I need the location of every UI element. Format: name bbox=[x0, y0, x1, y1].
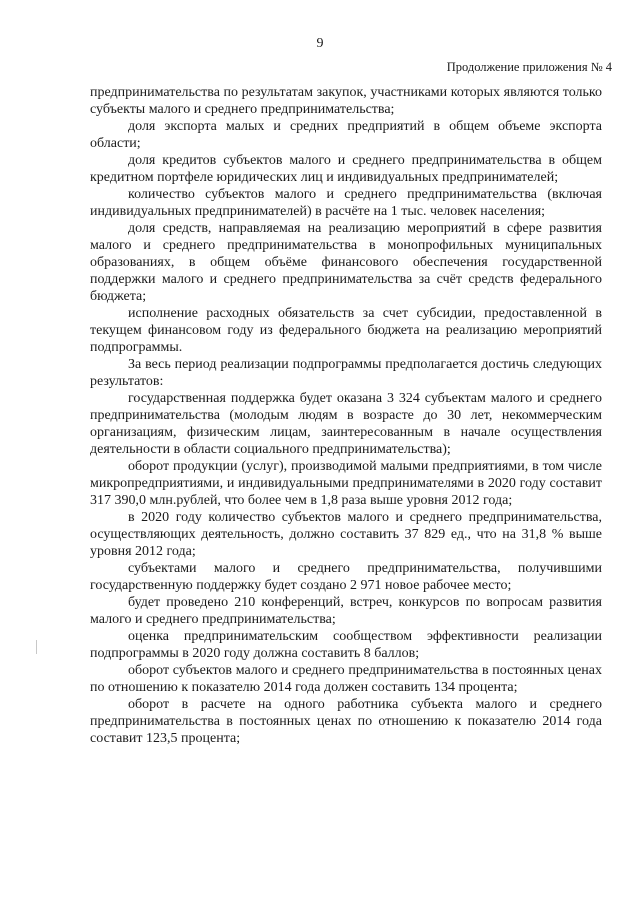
paragraph: количество субъектов малого и среднего предпринимательства (включая индивидуальных предпринимателей) в расчёте на 1 тыс. человек населения; bbox=[90, 187, 602, 219]
paragraph: оборот в расчете на одного работника субъекта малого и среднего предпринимательства в постоянных ценах по отношению к показателю 2014 года составит 123,5 процента; bbox=[90, 697, 602, 746]
paragraph: За весь период реализации подпрограммы предполагается достичь следующих результатов: bbox=[90, 357, 602, 389]
paragraph-continuation: предпринимательства по результатам закупок, участниками которых являются только субъекты малого и среднего предпринимательства; bbox=[90, 85, 602, 117]
page-number: 9 bbox=[316, 36, 324, 51]
paragraph: оборот субъектов малого и среднего предпринимательства в постоянных ценах по отношению к показателю 2014 года должен составить 134 процента; bbox=[90, 663, 602, 695]
paragraph: государственная поддержка будет оказана 3 324 субъектам малого и среднего предпринимательства (молодым людям в возрасте до 30 лет, некоммерческим организациям, физическим лицам, заинтересованным в начале осуществления деятельности в области социального предпринимательства); bbox=[90, 391, 602, 457]
paragraph: оборот продукции (услуг), производимой малыми предприятиями, в том числе микропредприятиями, и индивидуальными предпринимателями в 2020 году составит 317 390,0 млн.рублей, что более чем в 1,8 раза выше уровня 2012 года; bbox=[90, 459, 602, 508]
body-text bbox=[90, 84, 602, 747]
paragraph: исполнение расходных обязательств за счет субсидии, предоставленной в текущем финансовом году из федерального бюджета на реализацию мероприятий подпрограммы. bbox=[90, 306, 602, 355]
paragraph: в 2020 году количество субъектов малого и среднего предпринимательства, осуществляющих деятельность, должно составить 37 829 ед., что на 31,8 % выше уровня 2012 года; bbox=[90, 510, 602, 559]
paragraph: будет проведено 210 конференций, встреч, конкурсов по вопросам развития малого и среднего предпринимательства; bbox=[90, 595, 602, 627]
paragraph: доля экспорта малых и средних предприятий в общем объеме экспорта области; bbox=[90, 119, 602, 151]
paragraph: субъектами малого и среднего предпринимательства, получившими государственную поддержку будет создано 2 971 новое рабочее место; bbox=[90, 561, 602, 593]
scan-artifact-mark bbox=[36, 640, 37, 654]
appendix-continuation-note: Продолжение приложения № 4 bbox=[446, 60, 612, 74]
paragraph: доля средств, направляемая на реализацию мероприятий в сфере развития малого и среднего предпринимательства в монопрофильных муниципальных образованиях, в общем объёме финансового обеспечения государственной поддержки малого и среднего предпринимательства за счёт средств федерального бюджета; bbox=[90, 221, 602, 304]
paragraph: доля кредитов субъектов малого и среднего предпринимательства в общем кредитном портфеле юридических лиц и индивидуальных предпринимателей; bbox=[90, 153, 602, 185]
paragraph: оценка предпринимательским сообществом эффективности реализации подпрограммы в 2020 году должна составить 8 баллов; bbox=[90, 629, 602, 661]
